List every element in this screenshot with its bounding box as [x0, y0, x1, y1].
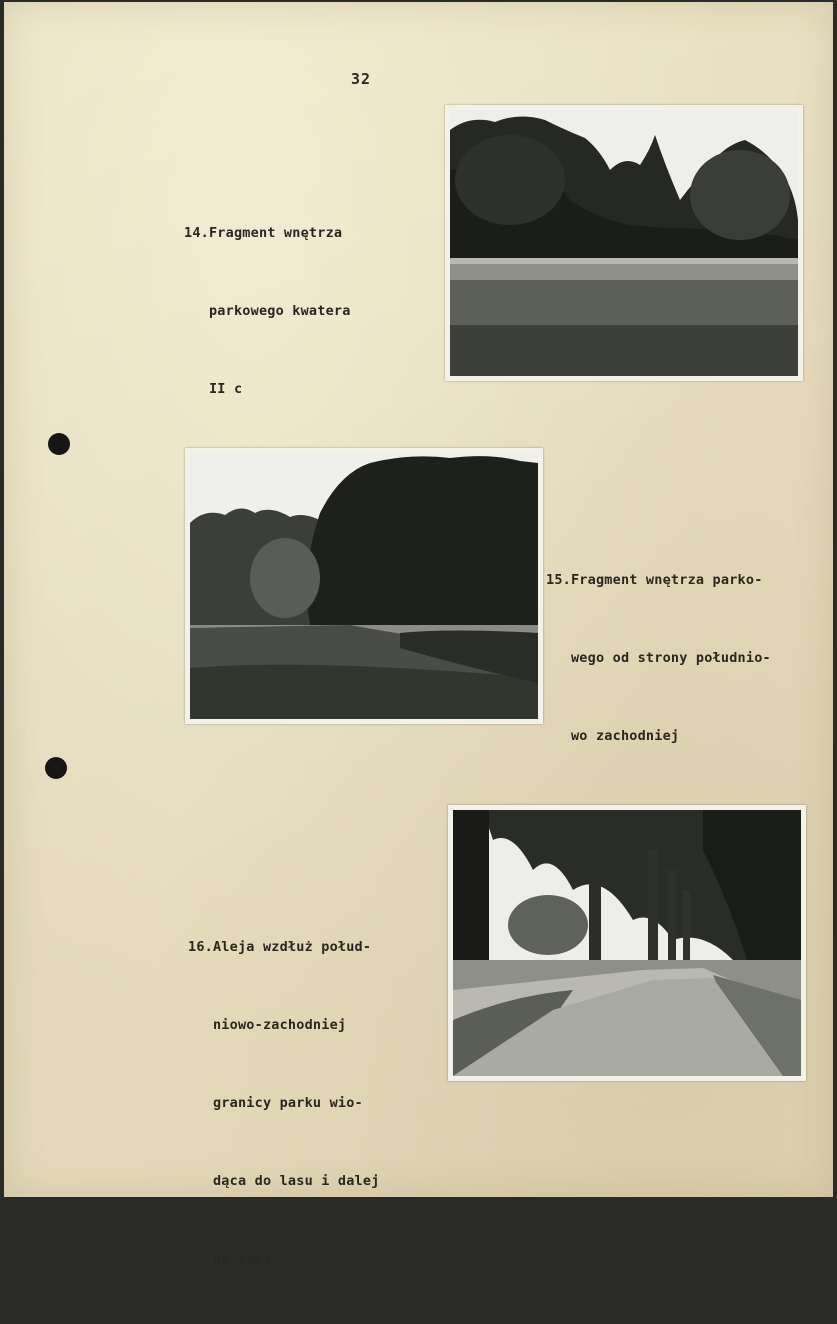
caption-15-line: wego od strony południo-	[546, 650, 771, 666]
photo-16	[448, 805, 806, 1081]
caption-16-line: na łąki.	[188, 1251, 280, 1267]
punch-hole-lower	[45, 757, 67, 779]
caption-14-line: 14.Fragment wnętrza	[184, 225, 343, 241]
caption-16-line: granicy parku wio-	[188, 1095, 363, 1111]
caption-14-line: parkowego kwatera	[184, 303, 351, 319]
caption-16-line: dąca do lasu i dalej	[188, 1173, 380, 1189]
page-number: 32	[351, 70, 372, 88]
photo-16-image	[453, 810, 801, 1076]
caption-16	[188, 882, 380, 1324]
photo-15-image	[190, 453, 538, 719]
caption-16-line: niowo-zachodniej	[188, 1017, 347, 1033]
caption-14-line: II c	[184, 381, 243, 397]
caption-15-line: wo zachodniej	[546, 728, 680, 744]
caption-15-line: 15.Fragment wnętrza parko-	[546, 572, 763, 588]
photo-15	[185, 448, 543, 724]
caption-14	[184, 168, 351, 454]
punch-hole-upper	[48, 433, 70, 455]
photo-14-image	[450, 110, 798, 376]
caption-16-line: 16.Aleja wzdłuż połud-	[188, 939, 372, 955]
caption-15	[546, 515, 771, 801]
document-page	[4, 2, 833, 1267]
photo-14	[445, 105, 803, 381]
